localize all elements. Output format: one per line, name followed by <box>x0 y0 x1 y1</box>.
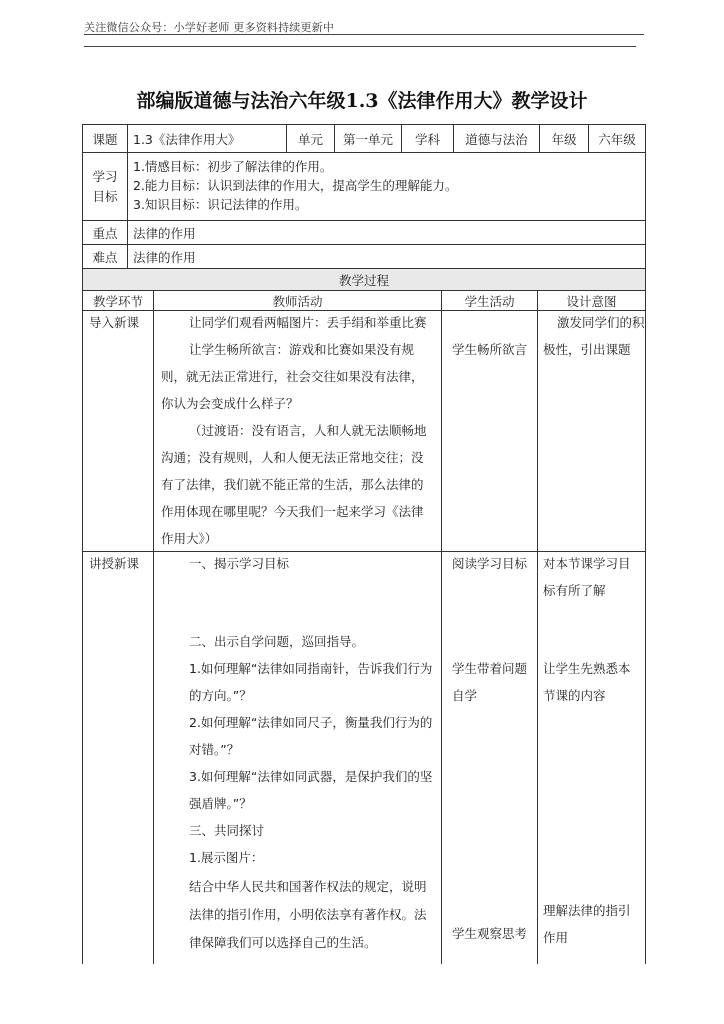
lecture-stage-cell <box>82 551 154 964</box>
intro-student: 学生畅所欲言 <box>452 342 528 357</box>
lecture-intent-line: 对本节课学习目 <box>543 556 631 571</box>
intro-teacher-line: 则，就无法正常进行，社会交往如果没有法律， <box>161 369 424 384</box>
lecture-student-cell <box>441 551 538 964</box>
col-header-stage: 教学环节 <box>82 290 154 311</box>
topic-label: 课题 <box>82 124 128 153</box>
intro-teacher-line: 你认为会变成什么样子？ <box>161 396 299 411</box>
intro-teacher-line: 让学生畅所欲言：游戏和比赛如果没有规 <box>189 342 415 357</box>
lecture-teacher-line: 法律的指引作用，小明依法享有著作权。法 <box>189 907 427 922</box>
goals-content <box>127 152 646 221</box>
lecture-teacher-line: 1.展示图片： <box>189 850 264 865</box>
lecture-teacher-line: 律保障我们可以选择自己的生活。 <box>189 935 377 950</box>
topic-value: 1.3《法律作用大》 <box>127 124 287 153</box>
lecture-teacher-line: 的方向。”？ <box>189 688 252 703</box>
lecture-student-line: 学生带着问题 <box>452 661 528 676</box>
grade-label: 年级 <box>539 124 589 153</box>
subject-label: 学科 <box>401 124 454 153</box>
intro-teacher-line: 让同学们观看两幅图片：丢手绢和举重比赛 <box>189 315 427 330</box>
lecture-intent-line: 节课的内容 <box>543 688 606 703</box>
difficulty-label: 难点 <box>82 244 128 269</box>
lesson-plan-table <box>82 124 646 964</box>
goal-item: 1.情感目标：初步了解法律的作用。 <box>133 159 333 174</box>
header-divider-top <box>84 34 644 35</box>
intro-teacher-line: 沟通；没有规则，人和人便无法正常地交往；没 <box>161 450 424 465</box>
subject-value: 道德与法治 <box>453 124 540 153</box>
lecture-teacher-line: 强盾牌。”？ <box>189 796 252 811</box>
intro-intent-line: 激发同学们的积 <box>557 315 645 330</box>
key-point-value: 法律的作用 <box>127 220 646 245</box>
intro-teacher-line: 有了法律，我们就不能正常的生活，那么法律的 <box>161 477 424 492</box>
goals-label: 学习目标 <box>92 168 118 204</box>
goal-item: 3.知识目标：识记法律的作用。 <box>133 197 308 212</box>
lecture-stage: 讲授新课 <box>89 556 140 571</box>
intro-teacher-line: 作用体现在哪里呢？今天我们一起来学习《法律 <box>161 504 424 519</box>
lecture-intent-line: 让学生先熟悉本 <box>543 661 631 676</box>
goals-label-cell <box>82 152 128 221</box>
lecture-teacher-line: 一、揭示学习目标 <box>189 556 290 571</box>
goal-item: 2.能力目标：认识到法律的作用大，提高学生的理解能力。 <box>133 178 458 193</box>
lecture-teacher-line: 2.如何理解“法律如同尺子，衡量我们行为的 <box>189 715 433 730</box>
intro-teacher-line: （过渡语：没有语言，人和人就无法顺畅地 <box>189 423 427 438</box>
lecture-teacher-line: 三、共同探讨 <box>189 823 265 838</box>
process-banner: 教学过程 <box>82 268 646 291</box>
lecture-intent-line: 作用 <box>543 930 569 945</box>
intro-teacher-line: 作用大》） <box>161 531 218 546</box>
lecture-teacher-line: 结合中华人民共和国著作权法的规定，说明 <box>189 879 427 894</box>
unit-value: 第一单元 <box>334 124 402 153</box>
lecture-teacher-line: 3.如何理解“法律如同武器，是保护我们的坚 <box>189 769 433 784</box>
header-notice: 关注微信公众号：小学好老师 更多资料持续更新中 <box>84 21 335 34</box>
lecture-teacher-line: 二、出示自学问题，巡回指导。 <box>189 634 365 649</box>
unit-label: 单元 <box>286 124 335 153</box>
intro-stage-cell <box>82 310 154 552</box>
col-header-teacher: 教师活动 <box>153 290 442 311</box>
lecture-teacher-line: 1.如何理解“法律如同指南针，告诉我们行为 <box>189 661 433 676</box>
difficulty-value: 法律的作用 <box>127 244 646 269</box>
lecture-student-line: 学生观察思考 <box>452 926 528 941</box>
intro-stage: 导入新课 <box>89 315 140 330</box>
lecture-student-line: 阅读学习目标 <box>452 556 528 571</box>
document-title: 部编版道德与法治六年级1.3《法律作用大》教学设计 <box>136 90 588 112</box>
col-header-student: 学生活动 <box>441 290 538 311</box>
lecture-teacher-line: 对错。”？ <box>189 742 240 757</box>
col-header-intent: 设计意图 <box>537 290 646 311</box>
lecture-intent-line: 标有所了解 <box>543 583 606 598</box>
lecture-intent-line: 理解法律的指引 <box>543 903 631 918</box>
key-point-label: 重点 <box>82 220 128 245</box>
grade-value: 六年级 <box>588 124 646 153</box>
lecture-student-line: 自学 <box>452 688 478 703</box>
header-divider-bottom <box>84 46 636 47</box>
intro-intent-line: 极性，引出课题 <box>543 342 631 357</box>
